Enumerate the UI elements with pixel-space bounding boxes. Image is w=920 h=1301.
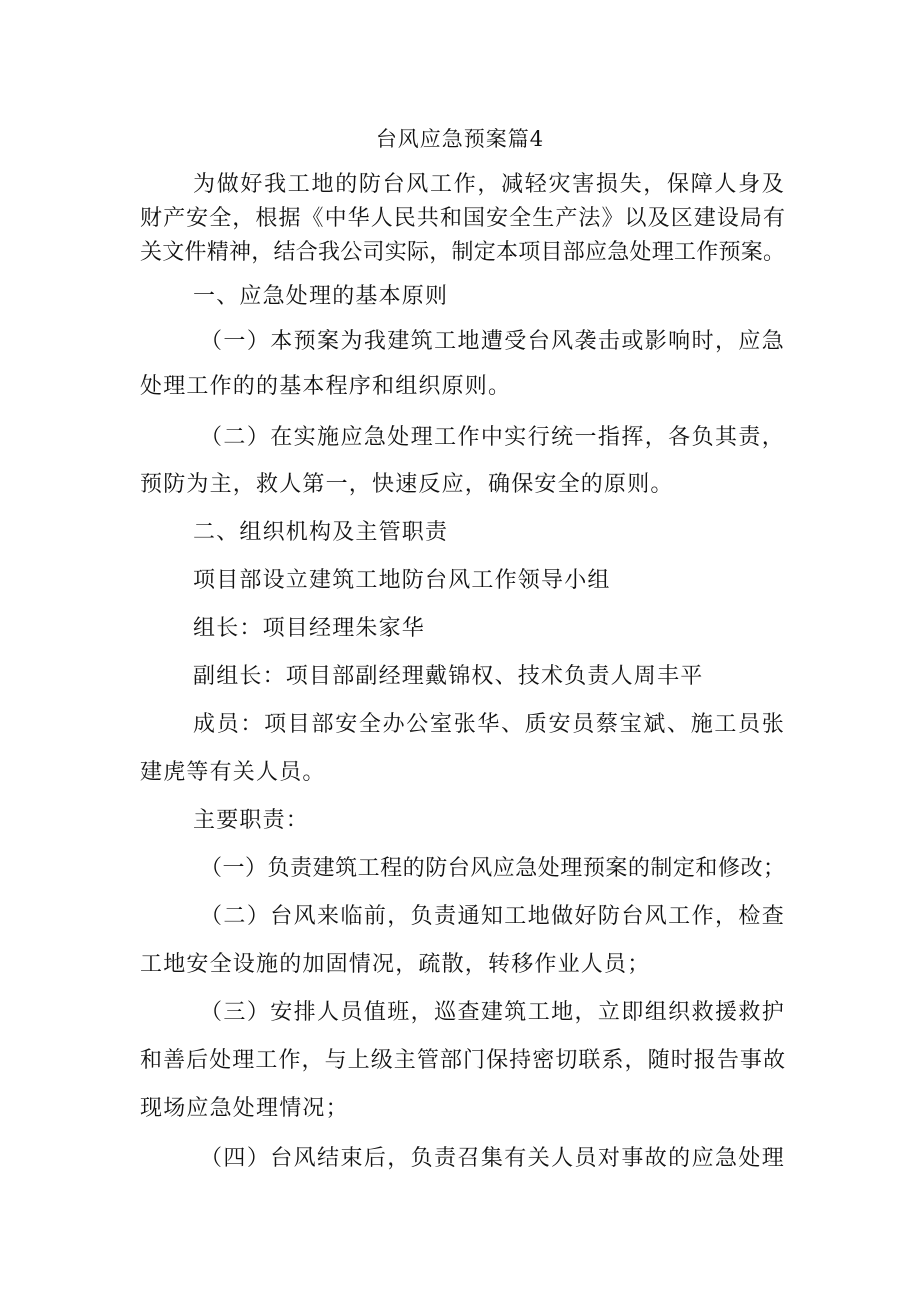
document-title: 台风应急预案篇4 — [375, 127, 545, 151]
paragraph-line: 现场应急处理情况； — [140, 1096, 349, 1121]
paragraph-line: 工地安全设施的加固情况，疏散，转移作业人员； — [140, 952, 651, 977]
paragraph-line: （一）本预案为我建筑工地遭受台风袭击或影响时，应急 — [200, 329, 785, 354]
paragraph-line: （四）台风结束后，负责召集有关人员对事故的应急处理 — [200, 1146, 785, 1171]
paragraph-line: （二）在实施应急处理工作中实行统一指挥，各负其责， — [200, 425, 785, 450]
paragraph-line: 组长：项目经理朱家华 — [193, 616, 426, 641]
paragraph-line: 成员：项目部安全办公室张华、质安员蔡宝斌、施工员张 — [193, 712, 785, 737]
paragraph-line: 关文件精神，结合我公司实际，制定本项目部应急处理工作预案。 — [140, 240, 785, 265]
paragraph-line: 预防为主，救人第一，快速反应，确保安全的原则。 — [140, 472, 674, 497]
paragraph-line: （一）负责建筑工程的防台风应急处理预案的制定和修改； — [200, 856, 785, 881]
section-heading: 一、应急处理的基本原则 — [193, 284, 449, 309]
paragraph-line: 为做好我工地的防台风工作，减轻灾害损失，保障人身及 — [193, 172, 785, 197]
paragraph-line: 副组长：项目部副经理戴锦权、技术负责人周丰平 — [193, 664, 704, 689]
paragraph-line: （三）安排人员值班，巡查建筑工地，立即组织救援救护 — [200, 1000, 785, 1025]
section-heading: 二、组织机构及主管职责 — [193, 520, 449, 545]
paragraph-line: 建虎等有关人员。 — [140, 760, 326, 785]
paragraph-line: 财产安全，根据《中华人民共和国安全生产法》以及区建设局有 — [140, 206, 785, 231]
paragraph-line: 主要职责： — [193, 808, 310, 833]
paragraph-line: （二）台风来临前，负责通知工地做好防台风工作，检查 — [200, 904, 785, 929]
paragraph-line: 项目部设立建筑工地防台风工作领导小组 — [193, 568, 611, 593]
paragraph-line: 处理工作的的基本程序和组织原则。 — [140, 374, 512, 399]
paragraph-line: 和善后处理工作，与上级主管部门保持密切联系，随时报告事故 — [140, 1048, 785, 1073]
